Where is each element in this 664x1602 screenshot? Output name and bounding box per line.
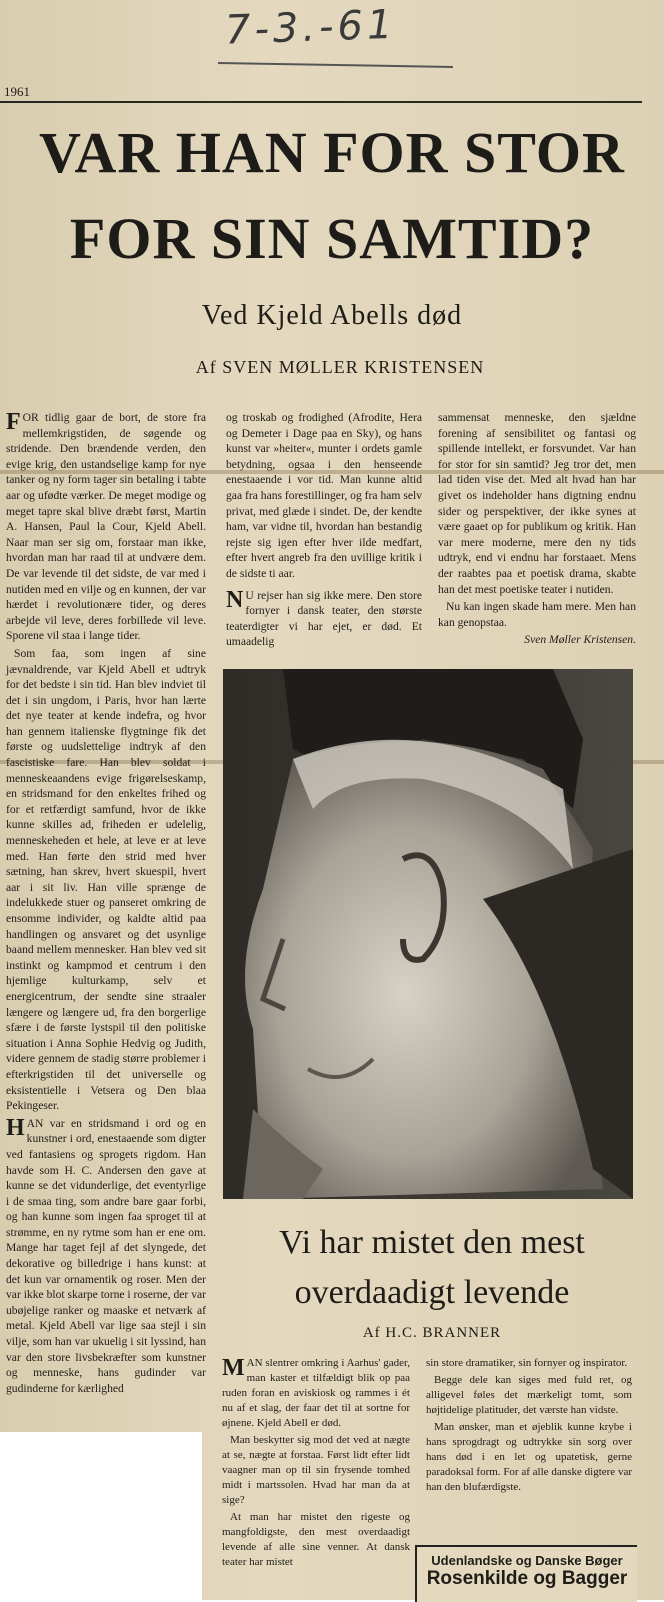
paragraph: AN slentrer omkring i Aarhus' gader, man kaster et tilfældigt blik op paa ruden foran en aviskiosk og rammes i ét nu af et slag, der faar det til at sortne for øjnene. Kjeld Abell er død. [222,1357,410,1429]
signature: Sven Møller Kristensen. [524,633,636,647]
paragraph: sin store dramatiker, sin fornyer og inspirator. [426,1357,628,1369]
drop-cap: M [222,1355,245,1381]
drop-cap: F [6,409,21,435]
paragraph: og troskab og frodighed (Afrodite, Hera og Demeter i Dage paa en Sky), og hans kunst var »heiter«, munter i ordets gamle betydning, ogsaa i den henseende enestaaende i vor tid. Man kunne altid gaa fra hans forestillinger, og fra ham selv privat, med glæde i sindet. De, der kendte ham, var vidne til, hvordan han bestandig rejste sig igen efter hver ilde medfart, efter hvert angreb fra den uvillige kritik i de sidste ti aar. [226,411,422,580]
header-rule [0,101,642,103]
drop-cap: N [226,586,244,613]
article-column-2 [226,410,422,652]
paragraph: Begge dele kan siges med fuld ret, og alligevel føles det mærkeligt tomt, som højtidelige platituder, det værste han vidste. [426,1374,632,1416]
paragraph: Som faa, som ingen af sine jævnaldrende, var Kjeld Abell et udtryk for det bedste i sin tid. Han blev indviet til det i sin ungdom, i Paris, hvor han lærte det nye teater at kende indefra, og hvor han gennem italienske flygtninge fik det første og uudslettelige indtryk af den fascistiske fare. Han blev soldat i menneskeaandens evige frigørelseskamp, en stridsmand for den enkeltes frihed og for et retfærdigt samfund, hvor de ikke kunne skilles ad, friheden er udelelig, menneskeheden et hele, at leve er at leve med. Han førte den strid med hver sætning, han skrev, hvert skuespil, hvert aar i sit liv. Han ville sprænge de indelukkede stuer og panseret omkring de ensomme individer, og kaldte altid paa handlingen og ansvaret og det usynlige baand mellem mennesker. Han blev ved sit instinkt og kampmod et centrum i den hjemlige kulturkamp, selv et energicentrum, der sendte sine straaler længere og længere ud, fra den borgerlige sfære i de første lystspil til den politiske situation i Anna Sophie Hedvig og Judith, videre gennem de stadig større problemer i efterkrigstiden til det universelle og eksistentielle i Vetsera og Den blaa Pekingeser. [6,646,206,1113]
handwritten-underline [218,62,453,68]
article-column-3 [438,410,636,648]
article2-column-1 [222,1356,410,1572]
ad-brand: Rosenkilde og Bagger [426,1568,628,1589]
paragraph: Man ønsker, man et øjeblik kunne krybe i hans sprogdragt og udtrykke sin sorg over hans død i en let og upatetisk, gerne paradoksal form. For af alle danske digtere var han den blufærdigste. [426,1421,632,1493]
clipping-cutout [0,1432,202,1600]
paragraph: OR tidlig gaar de bort, de store fra mellemkrigstiden, de søgende og stridende. Den brændende verden, den evige krig, den ustandselige kamp for nye tanker og ny form tager sin betaling i tabte aar og ufødte værker. De meget modige og meget tapre skal blive dræbt først, Martin A. Hansen, Paul la Cour, Kjeld Abell. Naar man ser sig om, forstaar man ikke, hvordan man har raad til at undvære dem. De var levende til det sidste, de var med i nutiden med en vilje og en kunnen, der var hærdet i revolutionære tider, og deres arbejde vil leve, deres forbillede vil leve. Sporene vil staa i lange tider. [6,411,206,643]
ad-tagline: Udenlandske og Danske Bøger [431,1553,623,1568]
subheadline: Ved Kjeld Abells død [201,300,463,331]
paragraph: Man beskytter sig mod det ved at nægte at se, nægte at forstaa. Først lidt efter lidt vaagner man op til sin frysende tomhed midt i martssolen. Hvad har man da at sige? [222,1434,410,1506]
article2-headline-line-2: overdaadigt levende [294,1274,570,1311]
paragraph: AN var en stridsmand i ord og en kunstner i ord, enestaaende som digter ved fantasiens og sprogets rigdom. Han havde som H. C. Andersen den gave at kunne se det vidunderlige, det eventyrlige i de smaa ting, som andre bare gaar forbi, og han kunne som ingen faa sproget til at strømme, en ny rytme som han er ene om. Mange har taget fejl af det slyngede, det dekorative og billedrige i hans kunst: at det kun var ornamentik og roser. Men der var ikke blot skarpe torne i roserne, der var ubøjelige ranker og maaske et netværk af metal. Kjeld Abell var lige saa stejl i sin vilje, som han var ukuelig i sit lyssind, han var den store livsbekræfter som kunstner og menneske, hans gudinder var gudinderne for kærlighed [6,1116,206,1395]
article2-byline: Af H.C. BRANNER [362,1325,502,1341]
portrait-photo [223,669,633,1199]
article-column-1 [6,410,206,1398]
article2-headline-line-1: Vi har mistet den mest [279,1224,585,1261]
headline-line-1: VAR HAN FOR STOR [39,120,625,185]
byline: Af SVEN MØLLER KRISTENSEN [195,357,485,377]
headline-line-2: FOR SIN SAMTID? [69,206,595,271]
portrait-photo-image [223,669,633,1199]
article2-column-2 [426,1356,632,1497]
year-label: 1961 [4,84,30,99]
bookstore-ad [415,1545,637,1602]
paragraph: Nu kan ingen skade ham mere. Men han kan genopstaa. [438,600,636,629]
paragraph: U rejser han sig ikke mere. Den store fornyer i dansk teater, den største teaterdigter vi har ejet, er død. Et umaadelig [226,588,422,649]
paragraph: sammensat menneske, den sjældne forening af sensibilitet og fantasi og spillende intellekt, er forsvundet. Var han for stor for sin samtid? Jeg tror det, men lad tiden vise det. Med alt hvad han har givet os indeholder hans digtning endnu sider og perspektiver, der ikke synes at være gaaet op for publikum og kritik. Han var mere moderne, mere den ny tids udtryk, end vi endnu har forstaaet. Mens der raabtes paa et poetisk drama, skabte han det mest poetiske teater i nutiden. [438,411,636,596]
paragraph: At man har mistet den rigeste og mangfoldigste, den mest overdaadigt levende af alle sine venner. At dansk teater har mistet [222,1511,410,1568]
handwritten-date: 7-3.-61 [224,1,398,54]
drop-cap: H [6,1114,25,1141]
